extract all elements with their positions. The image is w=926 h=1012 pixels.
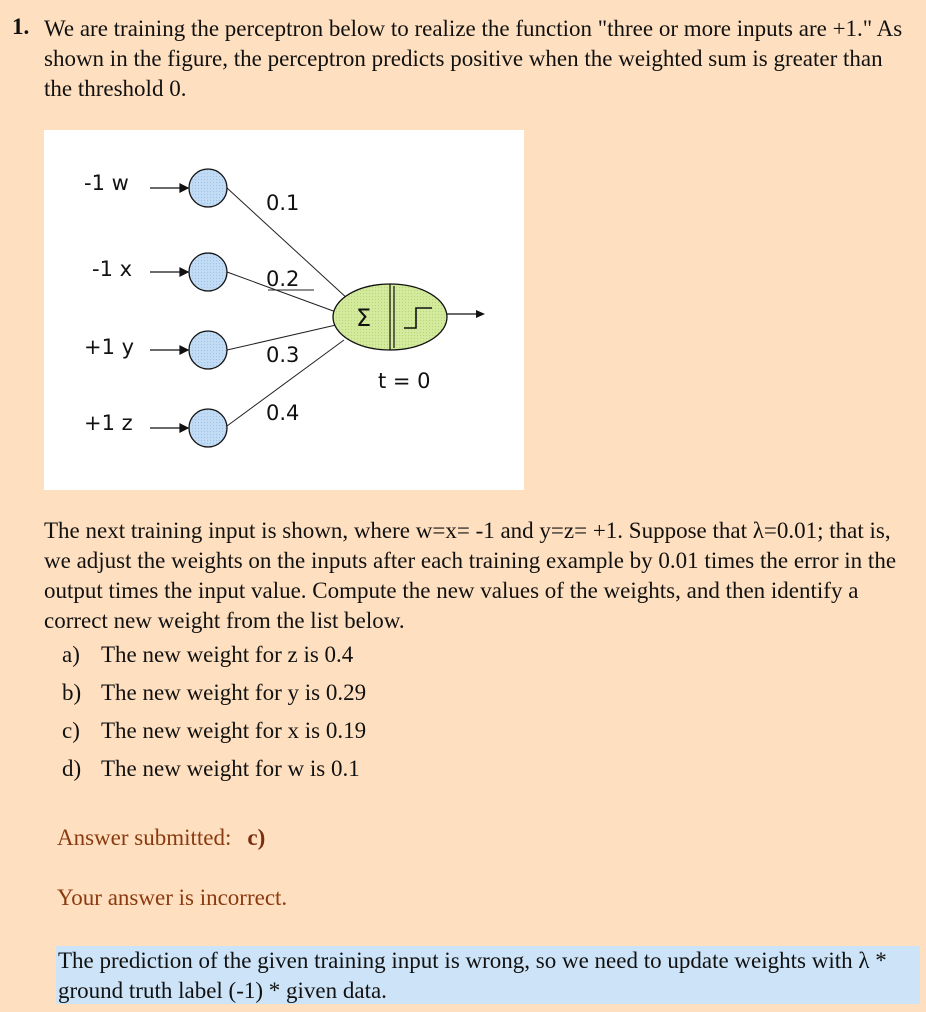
answer-label: Answer submitted: — [57, 825, 232, 850]
weight-z: 0.4 — [266, 401, 300, 425]
option-d[interactable] — [62, 754, 366, 792]
threshold-label: t = 0 — [378, 369, 431, 393]
option-letter: c) — [62, 718, 80, 743]
option-letter: a) — [62, 642, 80, 667]
input-label-w: -1 w — [84, 171, 129, 195]
input-node-w — [189, 169, 227, 207]
explanation-box: The prediction of the given training input is wrong, so we need to update weights with λ * ground truth label (-1) * given data. — [56, 946, 920, 1004]
weight-x: 0.2 — [266, 267, 300, 291]
input-node-x — [189, 253, 227, 291]
option-text: The new weight for z is 0.4 — [101, 642, 354, 667]
input-node-y — [189, 331, 227, 369]
answer-submitted — [57, 825, 265, 851]
option-c[interactable] — [62, 716, 366, 754]
problem-paragraph: The next training input is shown, where w=x= -1 and y=z= +1. Suppose that λ=0.01; that is, we adjust the weights on the inputs after each training example by 0.01 times the error in the output times the input value. Compute the new values of the weights, and then identify a correct new weight from the list below. — [44, 518, 897, 633]
perceptron-diagram — [44, 130, 524, 490]
option-letter: d) — [62, 756, 82, 781]
verdict-text: Your answer is incorrect. — [57, 885, 288, 910]
options-list — [62, 640, 366, 792]
input-label-x: -1 x — [92, 257, 133, 281]
question-number: 1. — [12, 14, 30, 39]
option-a[interactable] — [62, 640, 366, 678]
option-text: The new weight for y is 0.29 — [101, 680, 367, 705]
option-b[interactable] — [62, 678, 366, 716]
input-label-y: +1 y — [84, 335, 135, 359]
option-text: The new weight for w is 0.1 — [101, 756, 360, 781]
input-node-z — [189, 409, 227, 447]
option-text: The new weight for x is 0.19 — [101, 718, 367, 743]
perceptron-figure — [44, 130, 524, 490]
weight-y: 0.3 — [266, 343, 300, 367]
answer-value: c) — [247, 825, 266, 850]
weight-w: 0.1 — [266, 191, 300, 215]
input-label-z: +1 z — [84, 411, 133, 435]
sigma-symbol: Σ — [356, 304, 372, 332]
option-letter: b) — [62, 680, 82, 705]
question-text: We are training the perceptron below to realize the function "three or more inputs are +1." As shown in the figure, the perceptron predicts positive when the weighted sum is greater than the threshold 0. — [44, 16, 903, 101]
